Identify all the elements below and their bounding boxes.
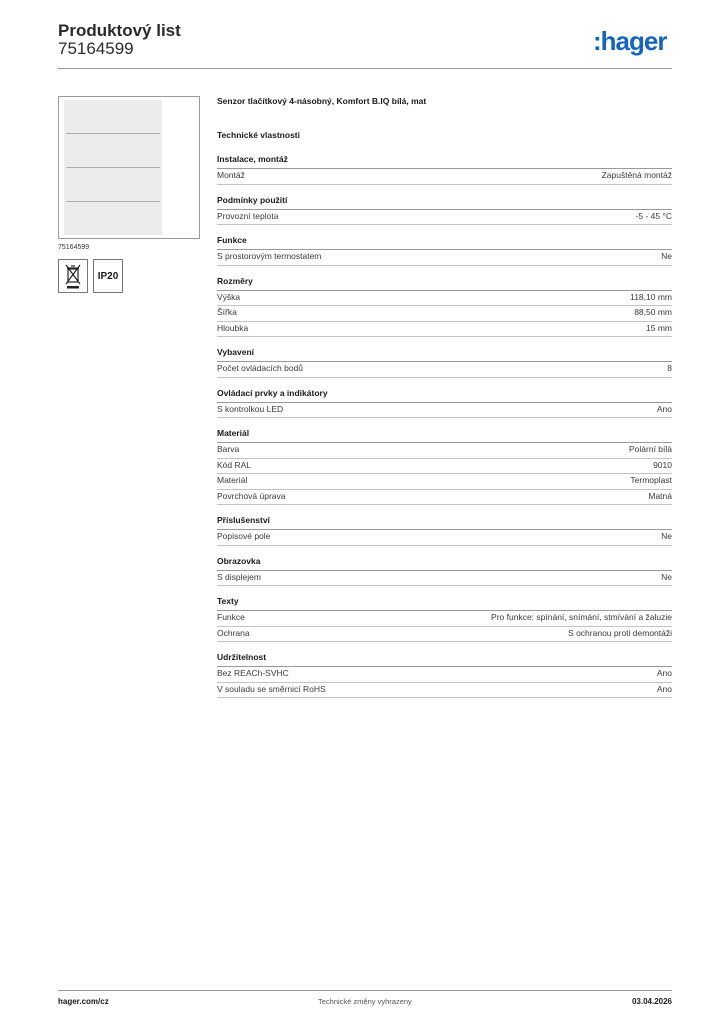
product-image xyxy=(64,100,162,235)
spec-label: Barva xyxy=(217,444,240,454)
spec-section xyxy=(217,235,672,266)
spec-sections xyxy=(217,154,672,698)
spec-section xyxy=(217,195,672,226)
spec-label: Hloubka xyxy=(217,322,249,333)
spec-value: -5 - 45 °C xyxy=(635,210,672,221)
spec-label: S displejem xyxy=(217,571,261,582)
section-title: Vybavení xyxy=(217,347,672,362)
spec-row xyxy=(217,210,672,226)
spec-row xyxy=(217,667,672,683)
footer-website[interactable]: hager.com/cz xyxy=(58,997,109,1006)
spec-label: Materiál xyxy=(217,475,248,485)
section-title: Příslušenství xyxy=(217,515,672,530)
spec-row xyxy=(217,530,672,546)
section-title: Funkce xyxy=(217,235,672,250)
spec-value: Polární bílá xyxy=(629,444,672,454)
spec-row xyxy=(217,490,672,506)
spec-row xyxy=(217,474,672,490)
spec-value: Ne xyxy=(661,531,672,541)
product-name: Senzor tlačítkový 4-násobný, Komfort B.IQ bílá, mat xyxy=(217,96,427,106)
button-divider xyxy=(66,133,160,134)
spec-row xyxy=(217,403,672,419)
ip-rating-badge: IP20 xyxy=(93,259,123,293)
section-title: Podmínky použití xyxy=(217,195,672,210)
spec-section xyxy=(217,276,672,338)
spec-row xyxy=(217,250,672,266)
spec-row xyxy=(217,627,672,643)
spec-label: Funkce xyxy=(217,612,245,622)
spec-label: Bez REACh-SVHC xyxy=(217,668,289,678)
product-id: 75164599 xyxy=(58,39,134,58)
spec-value: 8 xyxy=(667,363,672,373)
spec-value: Ano xyxy=(656,668,672,678)
spec-value: Termoplast xyxy=(630,475,672,485)
spec-label: V souladu se směrnicí RoHS xyxy=(217,683,326,694)
spec-row xyxy=(217,459,672,475)
spec-label: Provozní teplota xyxy=(217,210,279,221)
spec-row xyxy=(217,306,672,322)
spec-section xyxy=(217,596,672,642)
specification-panel xyxy=(217,96,672,698)
button-divider xyxy=(66,201,160,202)
spec-row xyxy=(217,611,672,627)
spec-value: Ano xyxy=(656,683,672,694)
spec-value: 118,10 mm xyxy=(630,291,672,302)
page-title: Produktový list xyxy=(58,21,181,40)
spec-value: S ochranou proti demontáži xyxy=(568,627,672,638)
spec-row xyxy=(217,362,672,378)
spec-label: Počet ovládacích bodů xyxy=(217,363,304,373)
spec-label: Šířka xyxy=(217,307,237,317)
spec-row xyxy=(217,683,672,699)
section-title: Texty xyxy=(217,596,672,611)
section-title: Obrazovka xyxy=(217,556,672,571)
spec-label: S prostorovým termostatem xyxy=(217,251,322,261)
hager-logo: :hager xyxy=(593,26,667,56)
spec-label: Popisové pole xyxy=(217,531,271,541)
header-divider xyxy=(58,68,672,69)
footer-divider xyxy=(58,990,672,991)
spec-section xyxy=(217,515,672,546)
section-title: Udržitelnost xyxy=(217,652,672,667)
spec-value: 9010 xyxy=(653,459,672,470)
spec-section xyxy=(217,388,672,419)
spec-label: Výška xyxy=(217,291,241,302)
spec-row xyxy=(217,291,672,307)
section-title: Ovládací prvky a indikátory xyxy=(217,388,672,403)
spec-value: Pro funkce: spínání, snímání, stmívání a žaluzie xyxy=(491,612,672,622)
spec-section xyxy=(217,428,672,505)
spec-label: Ochrana xyxy=(217,627,250,638)
spec-label: Montáž xyxy=(217,170,245,180)
button-divider xyxy=(66,167,160,168)
spec-value: Zapuštěná montáž xyxy=(601,170,672,180)
spec-value: Ne xyxy=(661,571,672,582)
spec-value: Ne xyxy=(661,251,672,261)
weee-crossed-bin-icon xyxy=(58,259,88,293)
footer-notice: Technické změny vyhrazeny xyxy=(318,997,412,1006)
crossed-bin-icon xyxy=(59,260,87,292)
spec-label: S kontrolkou LED xyxy=(217,403,284,414)
spec-value: Matná xyxy=(648,490,672,501)
spec-value: Ano xyxy=(656,403,672,414)
spec-label: Kód RAL xyxy=(217,459,252,470)
section-title: Rozměry xyxy=(217,276,672,291)
spec-row xyxy=(217,443,672,459)
spec-label: Povrchová úprava xyxy=(217,490,286,501)
spec-row xyxy=(217,322,672,338)
technical-properties-heading: Technické vlastnosti xyxy=(217,130,300,140)
spec-value: 88,50 mm xyxy=(634,307,672,317)
spec-row xyxy=(217,571,672,587)
spec-row xyxy=(217,169,672,185)
section-title: Instalace, montáž xyxy=(217,154,672,169)
section-title: Materiál xyxy=(217,428,672,443)
spec-section xyxy=(217,652,672,698)
footer-date: 03.04.2026 xyxy=(631,997,672,1006)
spec-section xyxy=(217,556,672,587)
spec-value: 15 mm xyxy=(646,322,672,333)
image-product-code: 75164599 xyxy=(58,244,90,251)
spec-section xyxy=(217,154,672,185)
spec-section xyxy=(217,347,672,378)
